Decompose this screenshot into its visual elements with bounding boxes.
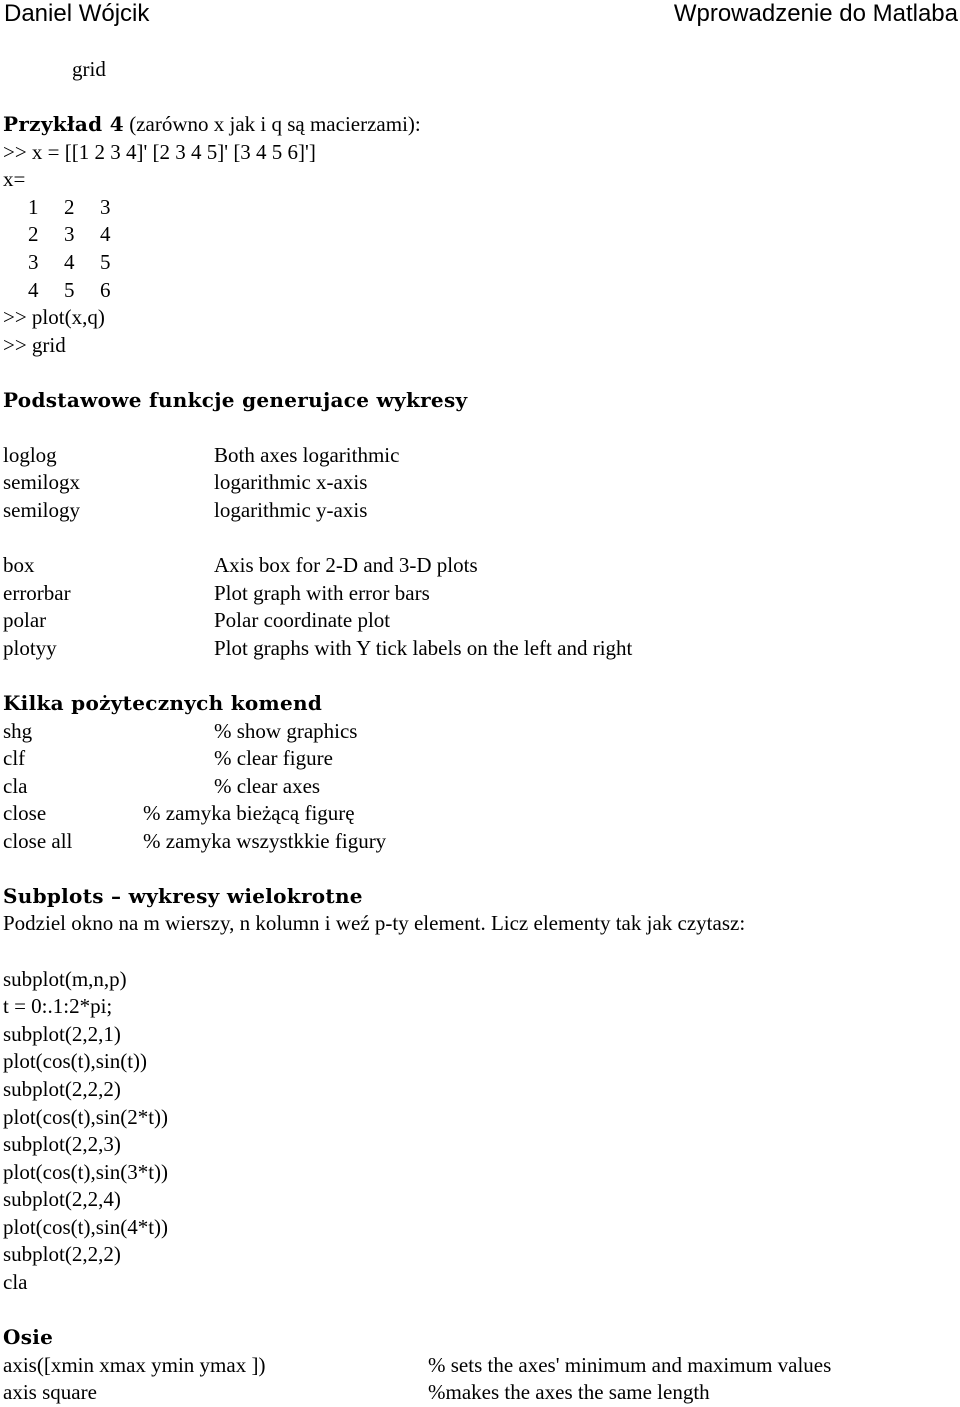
command-comment: % clear figure — [214, 746, 333, 770]
example4-cmd: >> x = [[1 2 3 4]' [2 3 4 5]' [3 4 5 6]'] — [3, 140, 316, 164]
matrix-row — [28, 221, 136, 248]
code-line: plot(cos(t),sin(3*t)) — [3, 1160, 169, 1184]
code-line: cla — [3, 1270, 28, 1294]
func-name: semilogy — [3, 498, 80, 522]
example4-subtitle: (zarówno x jak i q są macierzami): — [123, 112, 421, 136]
matrix-cell: 4 — [64, 250, 75, 274]
code-line: subplot(m,n,p) — [3, 967, 127, 991]
code-line: subplot(2,2,3) — [3, 1132, 121, 1156]
osie-heading: Osie — [3, 1325, 54, 1349]
matrix-cell: 3 — [64, 222, 75, 246]
matrix-row — [28, 277, 136, 304]
func-desc: Both axes logarithmic — [214, 443, 400, 467]
func-desc: Axis box for 2-D and 3-D plots — [214, 553, 478, 577]
code-line: subplot(2,2,2) — [3, 1242, 121, 1266]
matrix-cell: 4 — [28, 278, 39, 302]
func-desc: Plot graph with error bars — [214, 581, 430, 605]
command-comment: % clear axes — [214, 774, 321, 798]
command-name: close — [3, 801, 47, 825]
command-comment: % show graphics — [214, 719, 358, 743]
matrix-row — [28, 249, 136, 276]
code-line: subplot(2,2,1) — [3, 1022, 121, 1046]
func-name: polar — [3, 608, 47, 632]
subplots-heading: Subplots – wykresy wielokrotne — [3, 884, 363, 908]
matrix-cell: 6 — [100, 278, 111, 302]
example4-heading: Przykład 4 — [3, 112, 124, 136]
example4-cmd3: >> grid — [3, 333, 66, 357]
header-title: Wprowadzenie do Matlaba — [673, 0, 958, 27]
func-name: errorbar — [3, 581, 71, 605]
axis-command: axis square — [3, 1380, 97, 1404]
matrix-cell: 5 — [100, 250, 111, 274]
matrix-cell: 2 — [64, 195, 75, 219]
code-line: plot(cos(t),sin(t)) — [3, 1049, 148, 1073]
top-grid-line: grid — [72, 57, 106, 81]
matrix-cell: 2 — [28, 222, 39, 246]
code-line: subplot(2,2,4) — [3, 1187, 121, 1211]
command-name: cla — [3, 774, 28, 798]
matrix-row — [28, 194, 136, 221]
plot-funcs-heading: Podstawowe funkcje generujace wykresy — [3, 388, 468, 412]
command-comment: % zamyka wszystkkie figury — [143, 829, 387, 853]
func-name: box — [3, 553, 35, 577]
func-desc: logarithmic y-axis — [214, 498, 368, 522]
matrix-cell: 5 — [64, 278, 75, 302]
func-name: semilogx — [3, 470, 80, 494]
useful-heading: Kilka pożytecznych komend — [3, 691, 323, 715]
axis-comment: % sets the axes' minimum and maximum values — [428, 1353, 832, 1377]
code-line: t = 0:.1:2*pi; — [3, 994, 113, 1018]
matrix-cell: 3 — [100, 195, 111, 219]
example4-cmd2: >> plot(x,q) — [3, 305, 105, 329]
code-line: subplot(2,2,2) — [3, 1077, 121, 1101]
axis-comment: %makes the axes the same length — [428, 1380, 710, 1404]
matrix-cell: 1 — [28, 195, 39, 219]
matrix-cell: 3 — [28, 250, 39, 274]
command-name: shg — [3, 719, 33, 743]
axis-command: axis([xmin xmax ymin ymax ]) — [3, 1353, 266, 1377]
code-line: plot(cos(t),sin(4*t)) — [3, 1215, 169, 1239]
subplots-description: Podziel okno na m wierszy, n kolumn i weź p-ty element. Licz elementy tak jak czytasz: — [3, 911, 746, 935]
func-desc: Plot graphs with Y tick labels on the left and right — [214, 636, 633, 660]
func-desc: logarithmic x-axis — [214, 470, 368, 494]
command-name: close all — [3, 829, 73, 853]
command-name: clf — [3, 746, 26, 770]
func-name: loglog — [3, 443, 57, 467]
command-comment: % zamyka bieżącą figurę — [143, 801, 355, 825]
example4-x-label: x= — [3, 167, 26, 191]
func-name: plotyy — [3, 636, 57, 660]
func-desc: Polar coordinate plot — [214, 608, 391, 632]
matrix-cell: 4 — [100, 222, 111, 246]
example4-heading-line — [3, 111, 421, 138]
header-author: Daniel Wójcik — [4, 0, 150, 27]
code-line: plot(cos(t),sin(2*t)) — [3, 1105, 169, 1129]
